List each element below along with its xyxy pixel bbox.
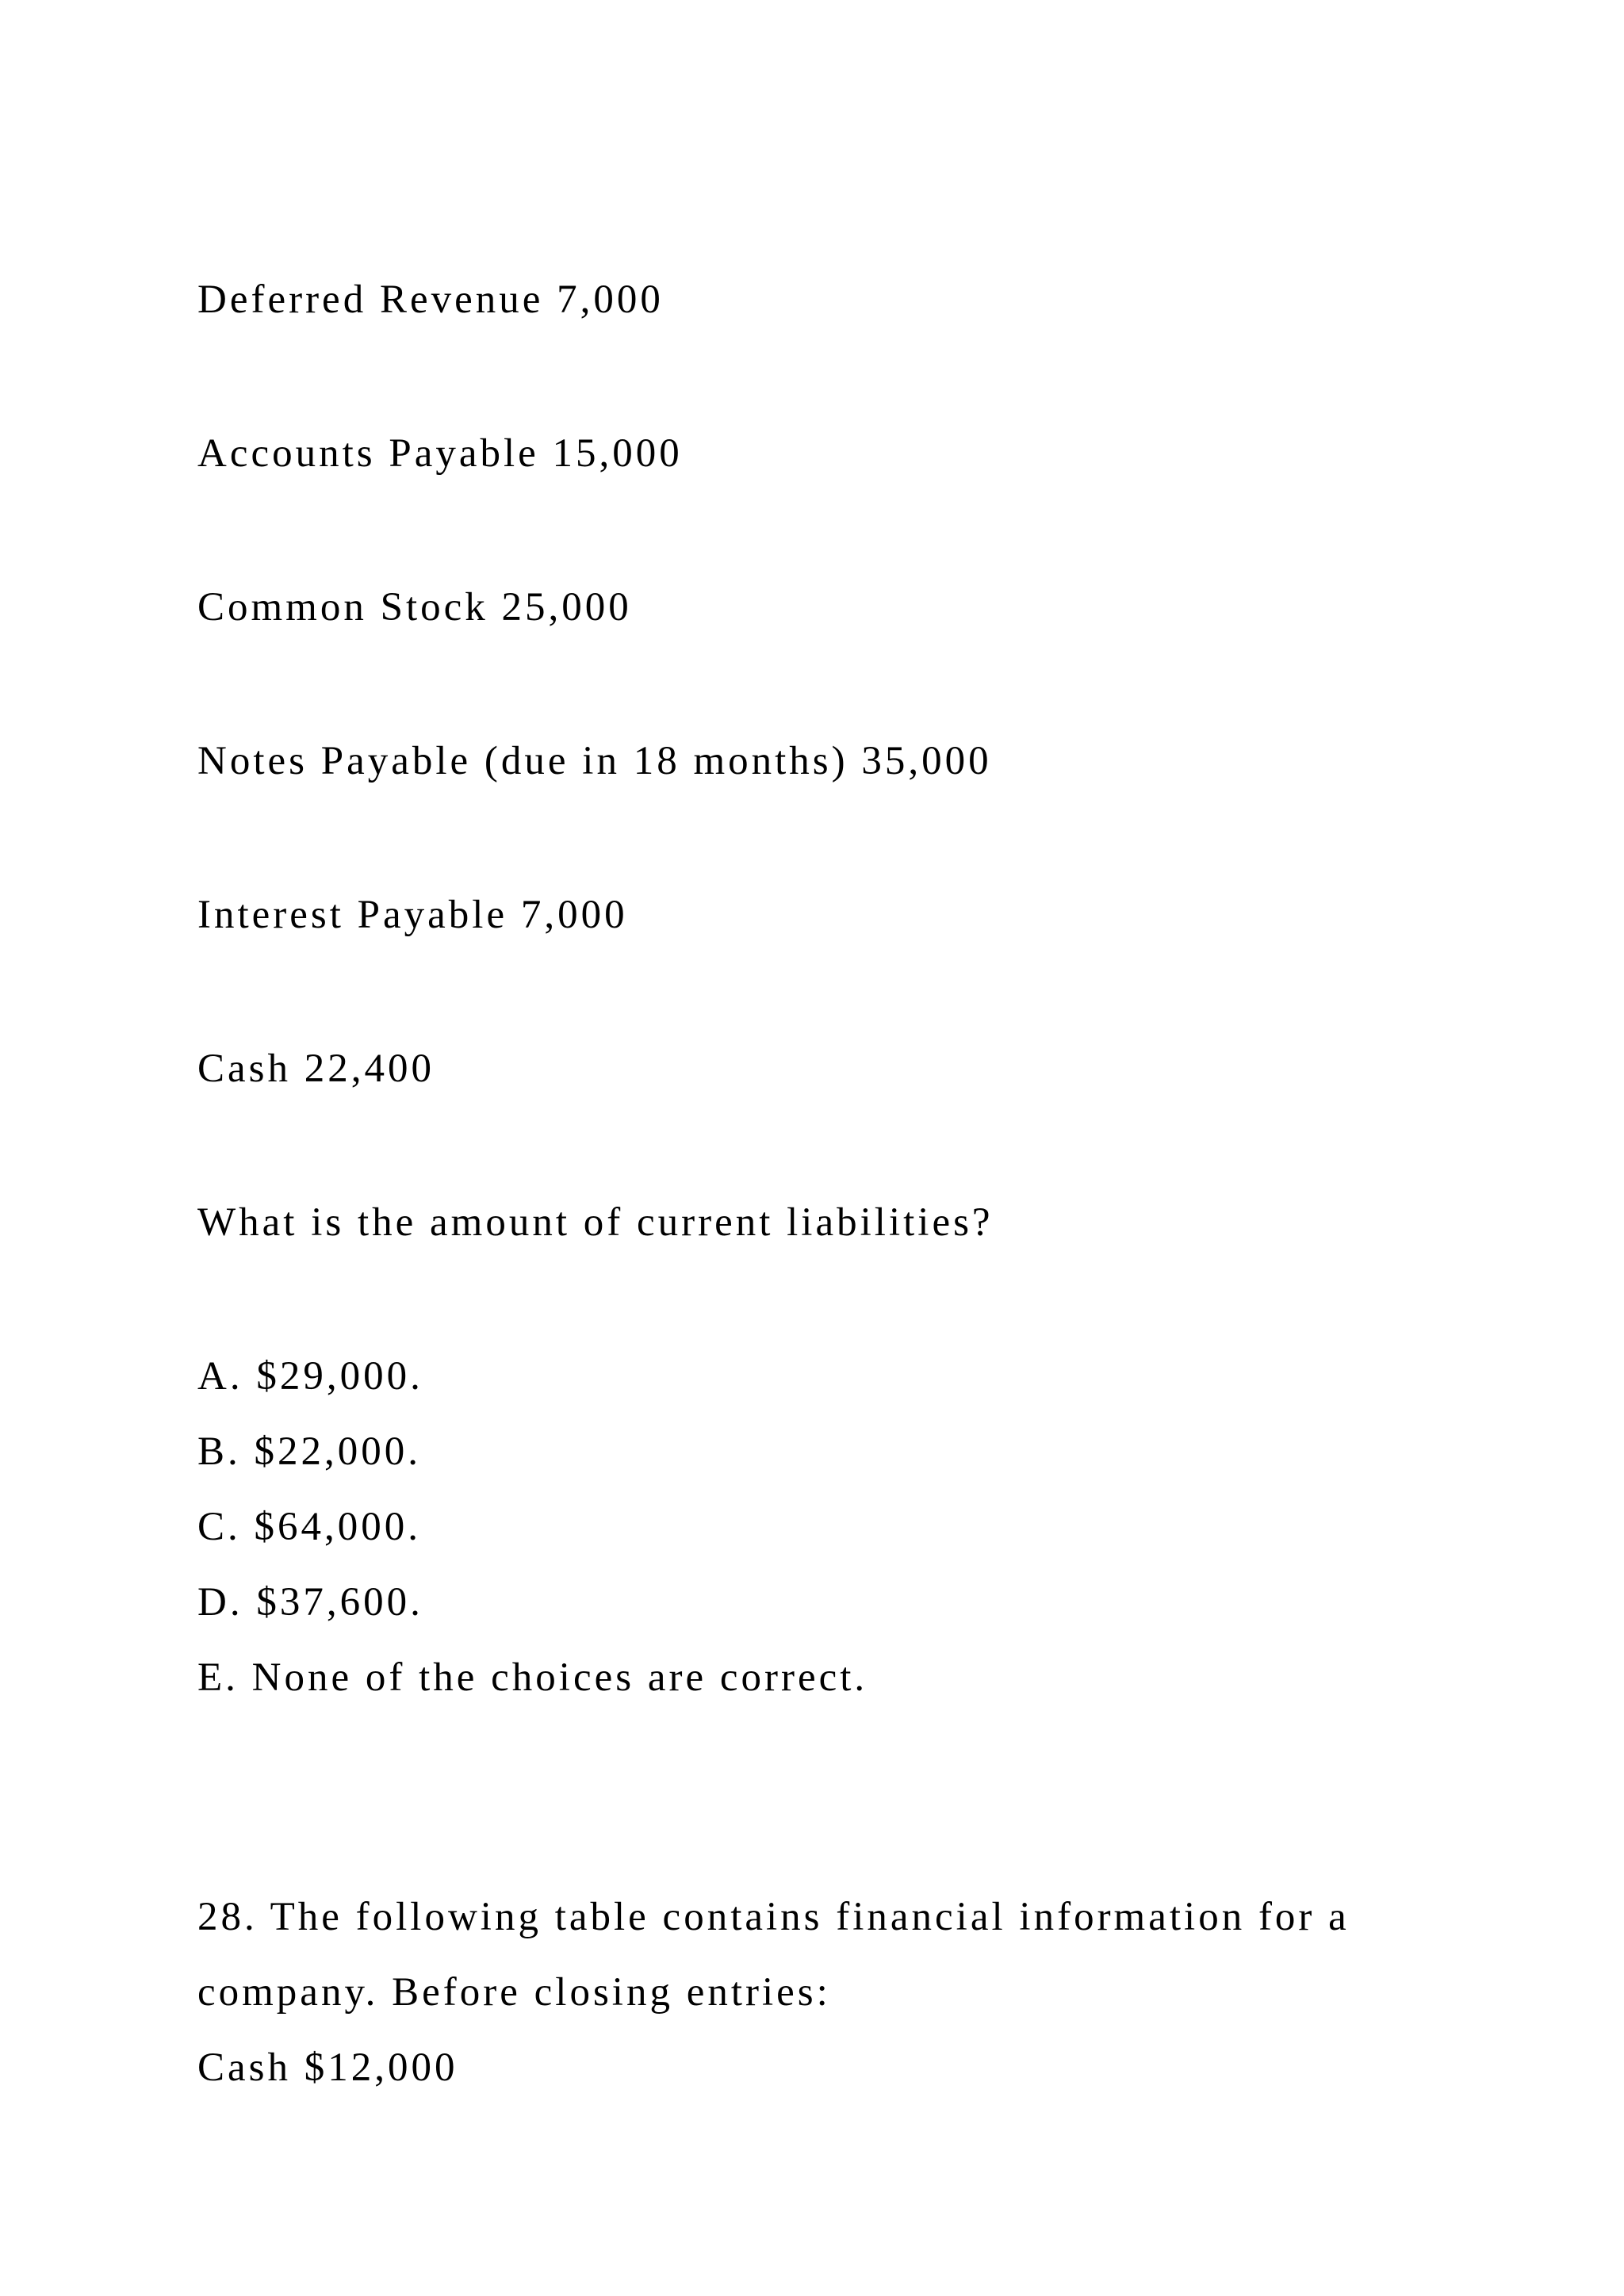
account-deferred-revenue: Deferred Revenue 7,000 — [197, 277, 664, 322]
next-question-line-1: 28. The following table contains financial information for a — [197, 1895, 1350, 1939]
choice-a: A. $29,000. — [197, 1354, 423, 1399]
choice-d: D. $37,600. — [197, 1580, 423, 1624]
next-question-line-3: Cash $12,000 — [197, 2045, 458, 2090]
question-text: What is the amount of current liabilities? — [197, 1200, 994, 1245]
choice-b: B. $22,000. — [197, 1429, 422, 1474]
next-question-line-2: company. Before closing entries: — [197, 1970, 831, 2015]
account-notes-payable: Notes Payable (due in 18 months) 35,000 — [197, 739, 992, 783]
account-interest-payable: Interest Payable 7,000 — [197, 893, 628, 937]
choice-c: C. $64,000. — [197, 1505, 422, 1549]
account-accounts-payable: Accounts Payable 15,000 — [197, 431, 683, 476]
account-cash: Cash 22,400 — [197, 1047, 435, 1091]
choice-e: E. None of the choices are correct. — [197, 1655, 868, 1700]
account-common-stock: Common Stock 25,000 — [197, 585, 632, 629]
